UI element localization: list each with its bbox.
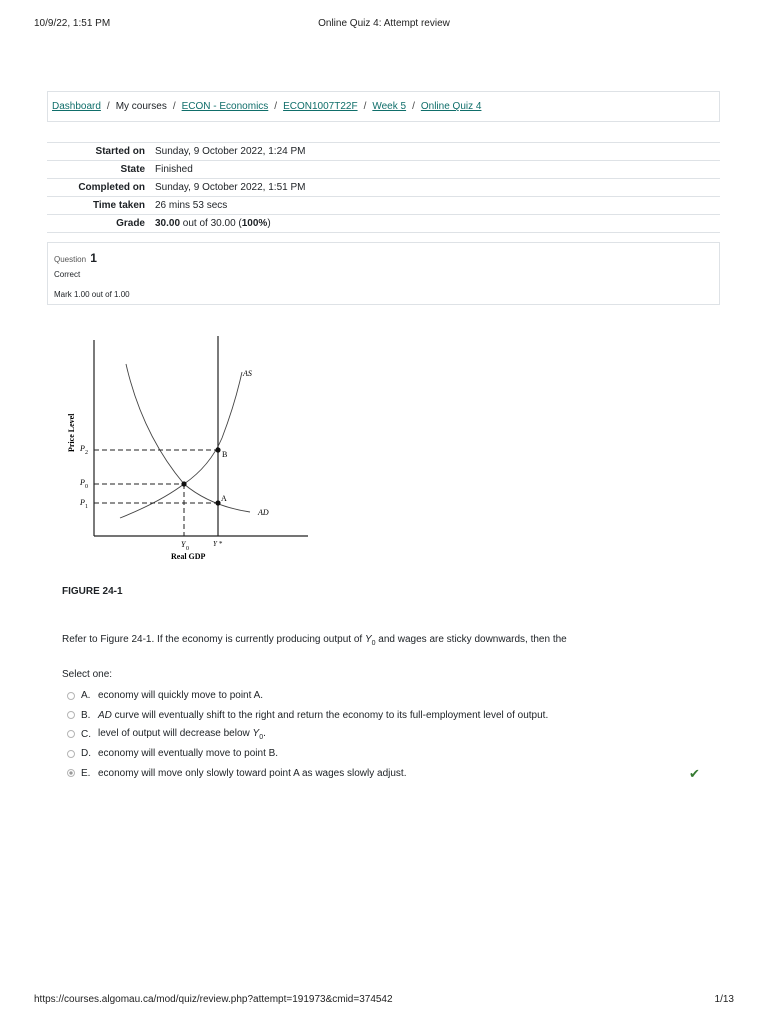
- radio-button[interactable]: [67, 711, 75, 719]
- correct-check-icon: ✔: [689, 765, 700, 781]
- summary-label: Started on: [47, 143, 150, 161]
- grade-percent: 100%: [241, 218, 268, 229]
- option-text-end: .: [263, 727, 266, 739]
- breadcrumb-quiz-link[interactable]: Online Quiz 4: [420, 101, 482, 112]
- breadcrumb-separator: /: [172, 101, 176, 112]
- summary-row-completed: [47, 179, 720, 197]
- summary-value: Sunday, 9 October 2022, 1:24 PM: [150, 143, 720, 161]
- breadcrumb-week-link[interactable]: Week 5: [372, 101, 407, 112]
- y0-sub: 0: [186, 546, 189, 552]
- p0-sub: 0: [85, 484, 88, 490]
- figure-caption: FIGURE 24-1: [62, 586, 123, 597]
- answer-option-a[interactable]: [67, 686, 717, 705]
- radio-button[interactable]: [67, 692, 75, 700]
- ylabel: Price Level: [67, 413, 76, 452]
- point-e-dot: [181, 481, 186, 486]
- p2-sub: 2: [85, 450, 88, 456]
- breadcrumb-separator: /: [106, 101, 110, 112]
- summary-row-state: [47, 161, 720, 179]
- summary-value: Finished: [150, 161, 720, 179]
- p1-tick-label: [79, 498, 88, 510]
- question-state: Correct: [54, 270, 81, 279]
- grade-mid: out of 30.00 (: [180, 218, 242, 229]
- point-a-label: A: [221, 494, 227, 503]
- grade-end: ): [267, 218, 271, 229]
- summary-row-grade: [47, 215, 720, 233]
- option-text-italic: AD: [98, 709, 112, 721]
- breadcrumb-separator: /: [274, 101, 278, 112]
- p2-label: P: [80, 444, 85, 453]
- radio-button[interactable]: [67, 750, 75, 758]
- question-number-value: 1: [90, 251, 97, 265]
- summary-value: [150, 215, 720, 233]
- p0-label: P: [80, 478, 85, 487]
- p2-tick-label: [79, 444, 88, 456]
- question-mark: Mark 1.00 out of 1.00: [54, 290, 130, 299]
- p0-tick-label: [79, 478, 88, 490]
- question-text-var: Y: [364, 634, 372, 645]
- option-text-var: Y: [252, 727, 260, 739]
- option-text-var-sub: 0: [259, 733, 264, 741]
- breadcrumb-separator: /: [363, 101, 367, 112]
- question-text-var-sub: 0: [371, 640, 376, 647]
- xlabel: Real GDP: [171, 552, 206, 561]
- question-label: Question: [54, 255, 87, 264]
- summary-row-time: [47, 197, 720, 215]
- option-text-main: level of output will decrease below: [98, 727, 253, 739]
- attempt-summary-table: [47, 142, 720, 233]
- breadcrumb-separator: /: [412, 101, 415, 112]
- summary-label: State: [47, 161, 150, 179]
- figure-24-1-graph: [60, 334, 312, 566]
- radio-button-selected[interactable]: [67, 769, 75, 777]
- question-text-before: Refer to Figure 24-1. If the economy is currently producing output of: [62, 634, 365, 645]
- point-b-dot: [215, 447, 220, 452]
- print-page-number: 1/13: [714, 994, 734, 1005]
- question-info-box: [47, 242, 720, 305]
- ad-label: AD: [258, 508, 269, 517]
- summary-label: Completed on: [47, 179, 150, 197]
- radio-button[interactable]: [67, 730, 75, 738]
- breadcrumb: [47, 91, 720, 122]
- answer-option-e[interactable]: [67, 764, 717, 783]
- summary-label: Time taken: [47, 197, 150, 215]
- breadcrumb-my-courses: My courses: [115, 101, 167, 112]
- point-b-label: B: [222, 450, 228, 459]
- option-letter: B.: [81, 709, 91, 721]
- question-text-after: and wages are sticky downwards, then the: [375, 634, 567, 645]
- answer-option-b[interactable]: [67, 705, 717, 724]
- option-text: economy will quickly move to point A.: [98, 690, 264, 702]
- ystar-label: Y *: [213, 540, 223, 548]
- breadcrumb-course-code-link[interactable]: ECON1007T22F: [283, 101, 358, 112]
- print-title: Online Quiz 4: Attempt review: [318, 18, 450, 29]
- option-text: [98, 728, 266, 741]
- question-text: [62, 634, 567, 647]
- option-letter: A.: [81, 690, 91, 702]
- as-label: AS: [243, 369, 252, 378]
- y0-tick-label: [181, 540, 189, 552]
- y0-label: Y: [181, 540, 186, 549]
- option-text-rest: curve will eventually shift to the right and return the economy to its full-employment level of output.: [111, 709, 549, 721]
- question-number: [54, 251, 97, 265]
- answer-options: [67, 686, 717, 783]
- summary-row-started: [47, 143, 720, 161]
- option-letter: E.: [81, 767, 91, 779]
- option-letter: C.: [81, 728, 91, 740]
- summary-label: Grade: [47, 215, 150, 233]
- answer-option-c[interactable]: [67, 725, 717, 744]
- option-letter: D.: [81, 748, 91, 760]
- option-text: economy will move only slowly toward point A as wages slowly adjust.: [98, 767, 407, 779]
- ad-curve: [126, 364, 250, 512]
- select-one-prompt: Select one:: [62, 669, 113, 680]
- print-url: https://courses.algomau.ca/mod/quiz/review.php?attempt=191973&cmid=374542: [34, 994, 393, 1005]
- p1-label: P: [80, 498, 85, 507]
- point-a-dot: [215, 500, 220, 505]
- answer-option-d[interactable]: [67, 744, 717, 763]
- print-date: 10/9/22, 1:51 PM: [34, 18, 111, 29]
- breadcrumb-dashboard-link[interactable]: Dashboard: [52, 101, 101, 112]
- grade-score: 30.00: [155, 218, 181, 229]
- p1-sub: 1: [85, 504, 88, 510]
- summary-value: Sunday, 9 October 2022, 1:51 PM: [150, 179, 720, 197]
- breadcrumb-course-link[interactable]: ECON - Economics: [181, 101, 269, 112]
- summary-value: 26 mins 53 secs: [150, 197, 720, 215]
- option-text: economy will eventually move to point B.: [98, 748, 279, 760]
- option-text: [98, 710, 548, 721]
